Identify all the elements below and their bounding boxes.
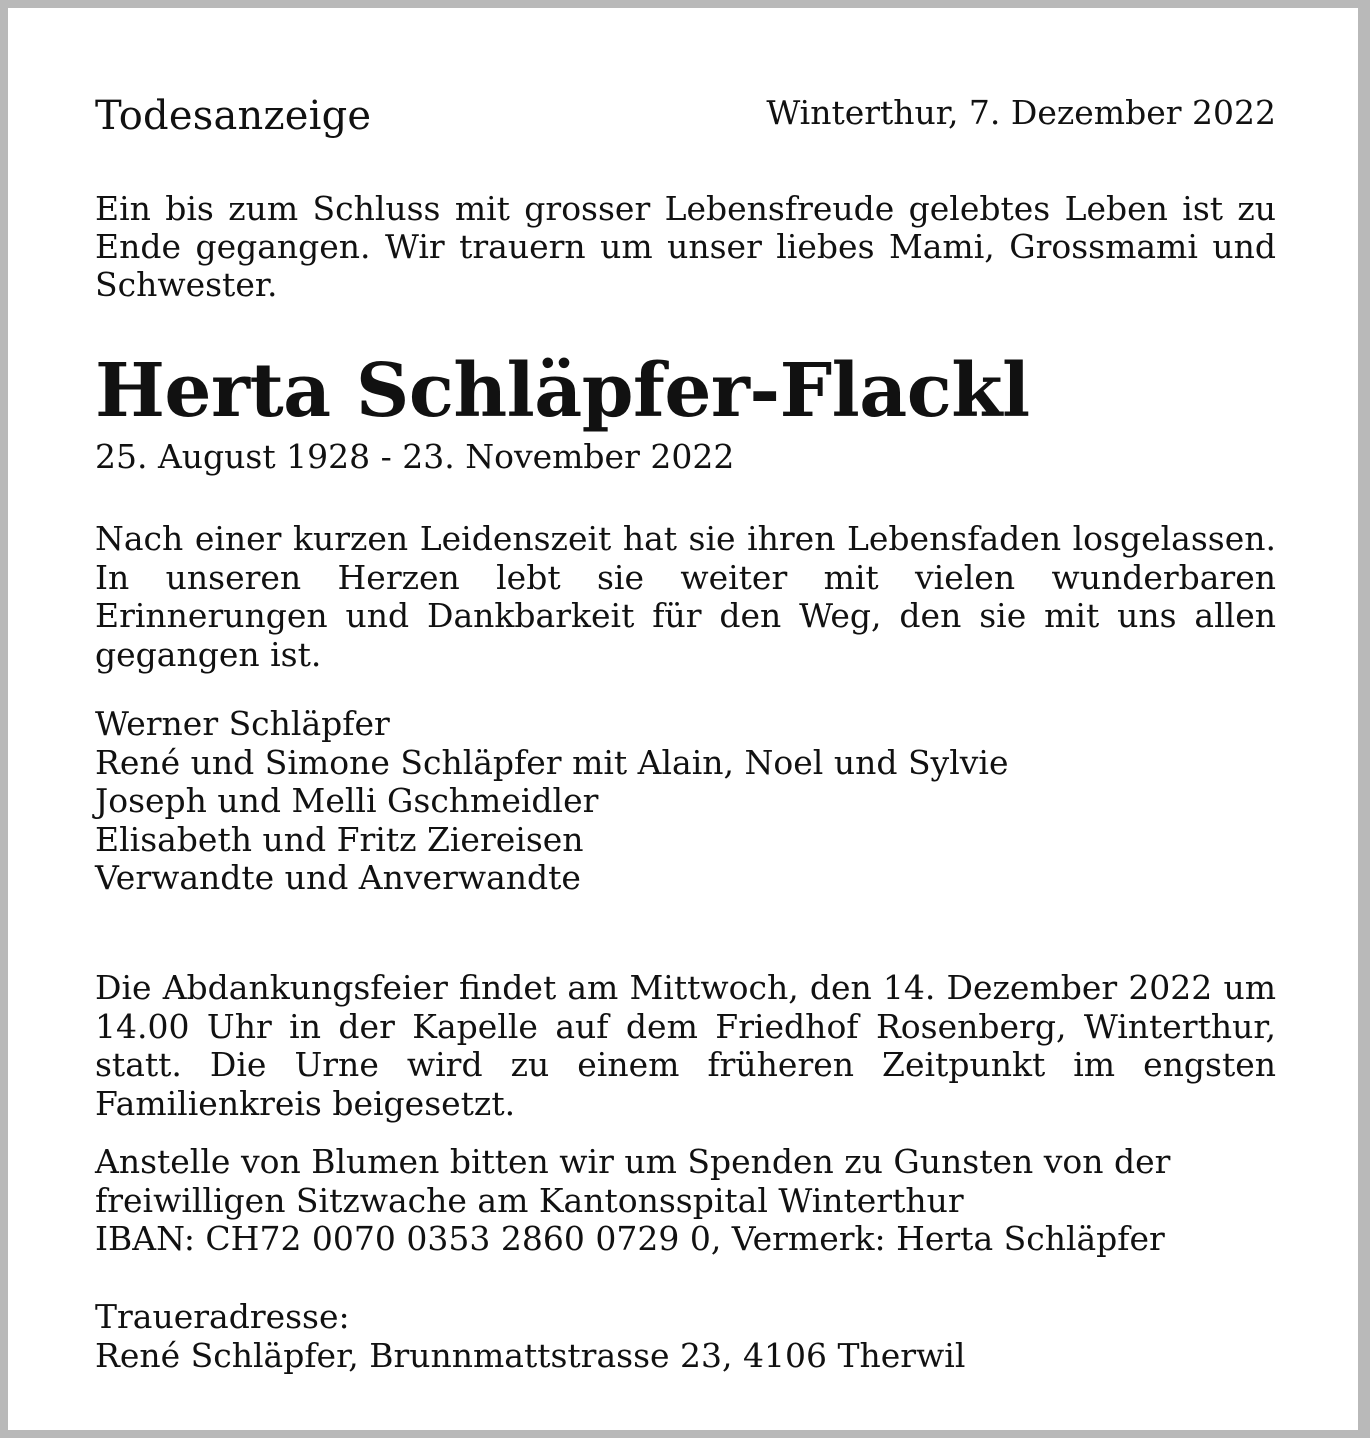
mourner-item: Elisabeth und Fritz Ziereisen <box>95 819 584 859</box>
place-date: Winterthur, 7. Dezember 2022 <box>766 93 1276 132</box>
donation-line: Anstelle von Blumen bitten wir um Spenden zu Gunsten von der <box>95 1142 1171 1181</box>
deceased-name: Herta Schläpfer-Flackl <box>95 348 1030 434</box>
intro-text: Ein bis zum Schluss mit grosser Lebensfreude gelebtes Leben ist zu Ende gegangen. Wir trauern um unser liebes Mami, Grossmami und Schwester. <box>95 189 1276 304</box>
obituary-page <box>8 8 1358 1430</box>
iban-line: IBAN: CH72 0070 0353 2860 0729 0, Vermerk: Herta Schläpfer <box>95 1219 1165 1258</box>
life-dates: 25. August 1928 - 23. November 2022 <box>95 437 735 476</box>
header-row <box>95 88 1276 148</box>
address-label: Traueradresse: <box>95 1297 350 1336</box>
mourner-item: Werner Schläpfer <box>95 704 390 743</box>
mourner-item: Joseph und Melli Gschmeidler <box>95 781 599 820</box>
donation-block <box>95 1143 1170 1259</box>
mourning-address <box>95 1298 965 1375</box>
mourner-item: René und Simone Schläpfer mit Alain, Noel und Sylvie <box>95 742 1009 782</box>
document-type: Todesanzeige <box>95 93 372 139</box>
donation-line: freiwilligen Sitzwache am Kantonsspital Winterthur <box>95 1180 964 1220</box>
farewell-text: Nach einer kurzen Leidenszeit hat sie ihren Lebensfaden losgelassen. In unseren Herzen lebt sie weiter mit vielen wunderbaren Erinnerungen und Dankbarkeit für den Weg, den sie mit uns allen gegangen ist. <box>95 519 1276 674</box>
mourner-item: Verwandte und Anverwandte <box>95 858 581 897</box>
mourners-list <box>95 705 1008 898</box>
service-text: Die Abdankungsfeier findet am Mittwoch, den 14. Dezember 2022 um 14.00 Uhr in der Kapelle auf dem Friedhof Rosenberg, Winterthur, statt. Die Urne wird zu einem früheren Zeitpunkt im engsten Familienkreis beigesetzt. <box>95 968 1276 1123</box>
address-value: René Schläpfer, Brunnmattstrasse 23, 4106 Therwil <box>95 1335 966 1375</box>
